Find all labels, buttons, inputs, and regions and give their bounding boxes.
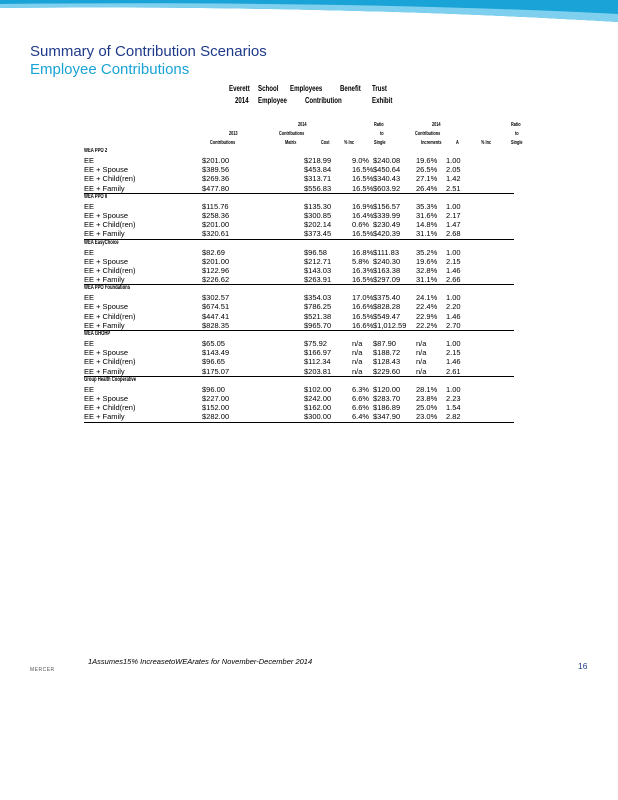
group-title [84,285,514,293]
ratio-to-single-value: $339.99 [373,210,401,220]
contribution-2014: $102.00 [304,384,332,394]
table-row [84,321,514,330]
table-row [84,229,514,238]
tier-name: EE + Child(ren) [84,311,136,321]
contribution-2014: $300.00 [304,412,332,422]
contribution-2013: $674.51 [202,302,230,312]
share-percent: 31.6% [416,210,438,220]
share-percent: 24.1% [416,293,438,303]
contribution-2014: $354.03 [304,293,332,303]
ratio-to-single-value: $340.43 [373,174,401,184]
tier-name: EE [84,384,95,394]
table-row [84,220,514,229]
contribution-2013: $269.36 [202,174,230,184]
percent-increase: n/a [352,348,363,358]
contribution-2013: $227.00 [202,393,230,403]
tier-name: EE + Child(ren) [84,265,136,275]
share-percent: 22.2% [416,320,438,330]
percent-increase: 16.8% [352,247,374,257]
share-percent: n/a [416,366,427,376]
tier-name: EE + Child(ren) [84,357,136,367]
contribution-2013: $258.36 [202,210,230,220]
ratio-to-single: 1.00 [446,201,461,211]
percent-increase: 16.6% [352,302,374,312]
contribution-2013: $389.56 [202,165,230,175]
ratio-to-single-value: $283.70 [373,393,401,403]
ratio-to-single: 2.15 [446,348,461,358]
contribution-2013: $96.65 [202,357,225,367]
column-headers [0,118,618,150]
contribution-2013: $96.00 [202,384,225,394]
ratio-to-single-value: $186.89 [373,403,401,413]
contribution-2013: $201.00 [202,220,230,230]
percent-increase: 16.5% [352,311,374,321]
ratio-to-single-value: $240.30 [373,256,401,266]
exhibit-word: Exhibit [372,95,393,105]
contribution-2014: $162.00 [304,403,332,413]
table-row [84,156,514,165]
contribution-2013: $201.00 [202,156,230,165]
contribution-2013: $65.05 [202,339,225,348]
exhibit-word: Trust [372,83,387,93]
percent-increase: 0.6% [352,220,370,230]
ratio-to-single: 1.42 [446,174,461,184]
column-header: to [515,131,519,137]
contribution-2013: $282.00 [202,412,230,422]
contribution-2013: $226.62 [202,275,230,285]
exhibit-word: 2014 [235,95,249,105]
ratio-to-single: 2.82 [446,412,461,422]
contribution-2013: $122.96 [202,265,230,275]
tier-name: EE + Child(ren) [84,220,136,230]
table-row [84,266,514,275]
tier-name: EE [84,339,95,348]
table-row [84,339,514,348]
percent-increase: n/a [352,366,363,376]
percent-increase: 6.4% [352,412,370,422]
column-header: Single [374,140,386,146]
column-header: Single [511,140,523,146]
exhibit-word: School [258,83,279,93]
share-percent: 14.8% [416,220,438,230]
tier-name: EE + Spouse [84,393,128,403]
group-divider [84,422,514,423]
table-row [84,293,514,302]
table-row [84,367,514,376]
share-percent: 23.8% [416,393,438,403]
exhibit-word: Benefit [340,83,361,93]
ratio-to-single: 2.15 [446,256,461,266]
table-row [84,211,514,220]
share-percent: 28.1% [416,384,438,394]
contribution-2013: $828.35 [202,320,230,330]
ratio-to-single: 2.51 [446,183,461,193]
percent-increase: 6.3% [352,384,370,394]
ratio-to-single: 1.46 [446,265,461,275]
ratio-to-single-value: $230.49 [373,220,401,230]
footnote: 1Assumes15% IncreasetoWEArates for November-December 2014 [88,657,313,666]
share-percent: n/a [416,339,427,348]
contribution-2014: $786.25 [304,302,332,312]
group-title-text: WEA EasyChoice [84,239,119,246]
table-row [84,174,514,183]
tier-name: EE + Family [84,320,125,330]
ratio-to-single: 1.54 [446,403,461,413]
contribution-2013: $447.41 [202,311,230,321]
column-header: Contributions [415,131,441,137]
share-percent: n/a [416,348,427,358]
percent-increase: 9.0% [352,156,370,165]
ratio-to-single: 2.61 [446,366,461,376]
contribution-2014: $75.92 [304,339,327,348]
percent-increase: n/a [352,357,363,367]
percent-increase: 16.4% [352,210,374,220]
ratio-to-single: 1.00 [446,384,461,394]
column-header: 2014 [298,122,307,128]
exhibit-word: Employee [258,95,287,105]
ratio-to-single: 2.70 [446,320,461,330]
share-percent: 22.9% [416,311,438,321]
share-percent: 22.4% [416,302,438,312]
percent-increase: 6.6% [352,393,370,403]
group-title-text: WEA PPO 2 [84,148,108,154]
percent-increase: 6.6% [352,403,370,413]
ratio-to-single: 1.46 [446,311,461,321]
contribution-2014: $242.00 [304,393,332,403]
contribution-2013: $115.76 [202,201,229,211]
ratio-to-single: 1.00 [446,156,461,165]
tier-name: EE [84,201,95,211]
contribution-2014: $521.38 [304,311,332,321]
page-title: Summary of Contribution Scenarios [30,43,267,60]
contribution-2014: $135.30 [304,201,332,211]
tier-name: EE + Spouse [84,302,128,312]
table-row [84,257,514,266]
table-row [84,275,514,284]
column-header: to [380,131,384,137]
percent-increase: 5.8% [352,256,370,266]
table-row [84,394,514,403]
contribution-2014: $203.81 [304,366,332,376]
share-percent: 26.4% [416,183,438,193]
contribution-2013: $82.69 [202,247,225,257]
tier-name: EE + Spouse [84,210,128,220]
share-percent: 35.2% [416,247,438,257]
ratio-to-single-value: $229.60 [373,366,401,376]
table-row [84,357,514,366]
column-header: Cost [321,140,330,146]
share-percent: 23.0% [416,412,438,422]
ratio-to-single-value: $603.92 [373,183,401,193]
ratio-to-single-value: $1,012.59 [373,320,407,330]
header-band [0,0,618,22]
page-number: 16 [578,661,588,671]
column-header: Matrix [285,140,297,146]
contribution-2013: $201.00 [202,256,230,266]
ratio-to-single-value: $450.64 [373,165,401,175]
column-header: A [456,140,459,146]
ratio-to-single-value: $549.47 [373,311,401,321]
contribution-2014: $143.03 [304,265,332,275]
contribution-2013: $477.80 [202,183,230,193]
exhibit-word: Everett [229,83,250,93]
contribution-2014: $263.91 [304,275,332,285]
column-header: Ratio [511,122,521,128]
contribution-2014: $166.97 [304,348,332,358]
ratio-to-single-value: $420.39 [373,229,401,239]
ratio-to-single-value: $156.57 [373,201,401,211]
ratio-to-single: 1.46 [446,357,461,367]
ratio-to-single-value: $240.08 [373,156,401,165]
exhibit-word: Employees [290,83,323,93]
ratio-to-single-value: $297.09 [373,275,401,285]
ratio-to-single: 2.23 [446,393,461,403]
contribution-2013: $320.61 [202,229,230,239]
table-row [84,202,514,211]
percent-increase: n/a [352,339,363,348]
ratio-to-single: 1.00 [446,339,461,348]
share-percent: 27.1% [416,174,438,184]
group-title [84,240,514,248]
tier-name: EE + Family [84,366,125,376]
contribution-2014: $300.85 [304,210,332,220]
contribution-2014: $313.71 [304,174,332,184]
group-title-text: WEA PPO 6 [84,193,108,200]
group-title [84,194,514,202]
share-percent: n/a [416,357,427,367]
contribution-2013: $175.07 [202,366,230,376]
tier-name: EE + Family [84,412,125,422]
ratio-to-single-value: $188.72 [373,348,401,358]
tier-name: EE + Child(ren) [84,403,136,413]
table-row [84,312,514,321]
table-row [84,165,514,174]
ratio-to-single-value: $128.43 [373,357,401,367]
contribution-2014: $965.70 [304,320,332,330]
tier-name: EE + Family [84,229,125,239]
ratio-to-single-value: $111.83 [373,247,399,257]
ratio-to-single: 2.68 [446,229,461,239]
contribution-2013: $302.57 [202,293,230,303]
column-header: 2013 [229,131,238,137]
column-header: Increments [421,140,442,146]
page-subtitle: Employee Contributions [30,61,190,78]
ratio-to-single-value: $347.90 [373,412,401,422]
contribution-2014: $373.45 [304,229,332,239]
contribution-2014: $202.14 [304,220,332,230]
percent-increase: 16.9% [352,201,374,211]
tier-name: EE + Spouse [84,348,128,358]
group-title [84,331,514,339]
percent-increase: 16.5% [352,183,374,193]
ratio-to-single-value: $375.40 [373,293,401,303]
ratio-to-single: 1.47 [446,220,461,230]
group-title [84,377,514,385]
percent-increase: 16.5% [352,275,374,285]
table-row [84,403,514,412]
group-title-text: WEA PPO Foundations [84,285,131,292]
company-logo: MERCER [30,667,55,673]
group-title-text: WEA GHOHP [84,331,111,337]
column-header: Ratio [374,122,384,128]
contribution-2014: $96.58 [304,247,327,257]
tier-name: EE + Spouse [84,256,128,266]
contribution-2014: $112.34 [304,357,331,367]
column-header: 2014 [432,122,441,128]
contribution-2014: $556.83 [304,183,332,193]
table-row [84,385,514,394]
table-row [84,348,514,357]
tier-name: EE + Family [84,275,125,285]
tier-name: EE [84,156,95,165]
column-header: Contributions [210,140,236,146]
table-row [84,412,514,421]
contribution-2014: $218.99 [304,156,332,165]
ratio-to-single-value: $828.28 [373,302,401,312]
tier-name: EE + Child(ren) [84,174,136,184]
share-percent: 25.0% [416,403,438,413]
contribution-2014: $212.71 [304,256,332,266]
ratio-to-single: 2.17 [446,210,461,220]
column-header: Contributions [279,131,305,137]
percent-increase: 16.5% [352,165,374,175]
tier-name: EE [84,247,95,257]
percent-increase: 16.3% [352,265,374,275]
share-percent: 31.1% [416,275,438,285]
table-row [84,302,514,311]
contribution-2013: $143.49 [202,348,230,358]
contribution-table [84,148,514,423]
percent-increase: 16.5% [352,174,374,184]
table-row [84,248,514,257]
column-header: % Inc [481,140,492,146]
group-title-text: Group Health Cooperative [84,376,137,383]
contribution-2013: $152.00 [202,403,230,413]
tier-name: EE + Spouse [84,165,128,175]
table-row [84,184,514,193]
share-percent: 26.5% [416,165,438,175]
ratio-to-single: 2.66 [446,275,461,285]
percent-increase: 16.5% [352,229,374,239]
tier-name: EE + Family [84,183,125,193]
tier-name: EE [84,293,95,303]
share-percent: 32.8% [416,265,438,275]
contribution-2014: $453.84 [304,165,332,175]
ratio-to-single: 2.05 [446,165,461,175]
group-title [84,148,514,156]
share-percent: 19.6% [416,156,438,165]
share-percent: 19.6% [416,256,438,266]
ratio-to-single-value: $120.00 [373,384,401,394]
column-header: % Inc [344,140,355,146]
percent-increase: 16.6% [352,320,374,330]
exhibit-word: Contribution [305,95,342,105]
share-percent: 31.1% [416,229,438,239]
ratio-to-single: 1.00 [446,293,461,303]
percent-increase: 17.0% [352,293,374,303]
ratio-to-single-value: $87.90 [373,339,396,348]
ratio-to-single-value: $163.38 [373,265,401,275]
share-percent: 35.3% [416,201,438,211]
ratio-to-single: 1.00 [446,247,461,257]
ratio-to-single: 2.20 [446,302,461,312]
